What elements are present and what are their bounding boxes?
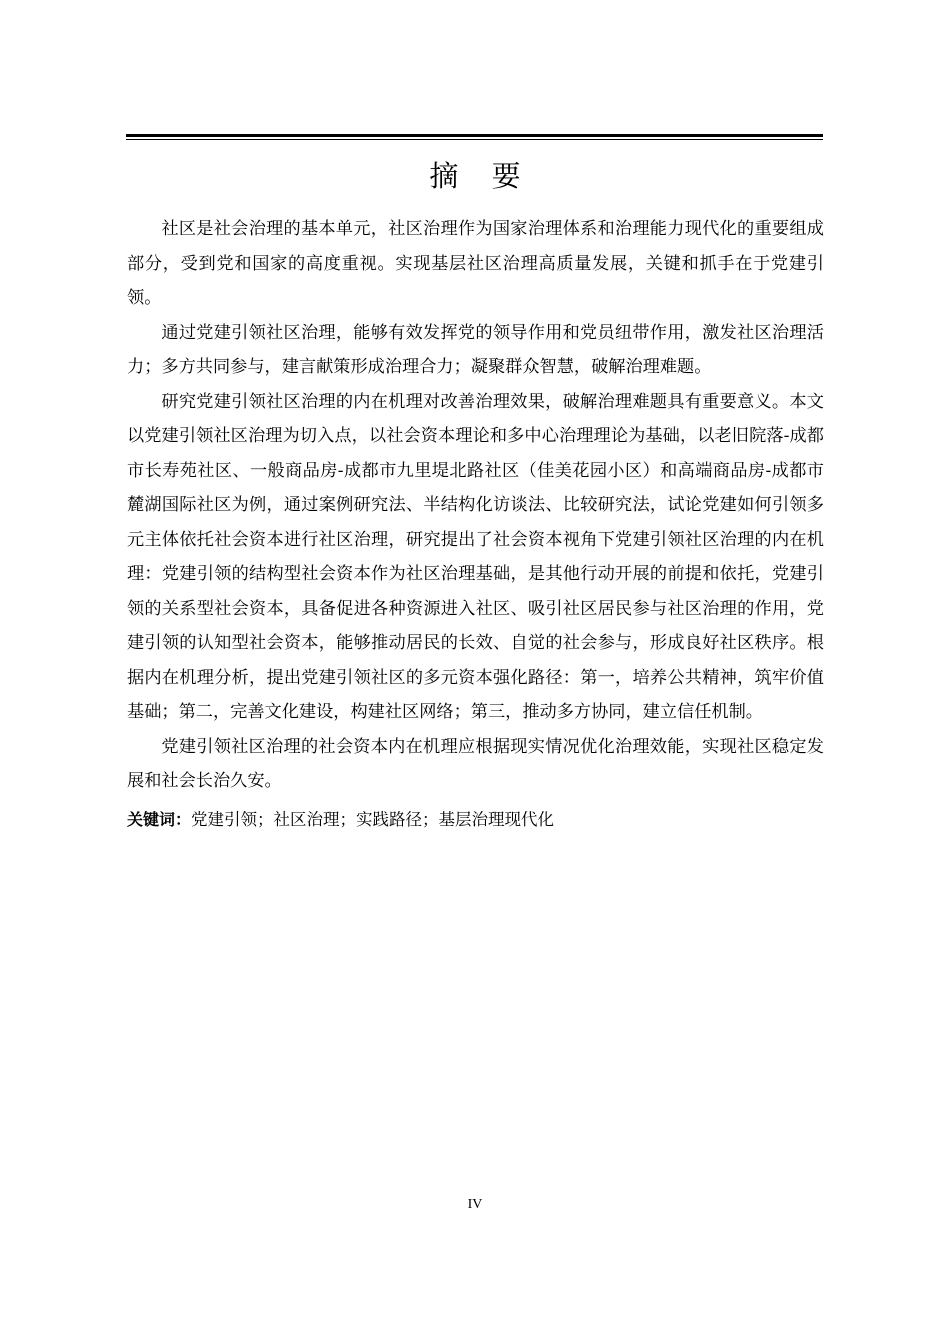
abstract-paragraph-3: 研究党建引领社区治理的内在机理对改善治理效果，破解治理难题具有重要意义。本文以党建引领社区治理为切入点，以社会资本理论和多中心治理理论为基础，以老旧院落-成都市长寿苑社区、一般商品房-成都市九里堤北路社区（佳美花园小区）和高端商品房-成都市麓湖国际社区为例，通过案例研究法、半结构化访谈法、比较研究法，试论党建如何引领多元主体依托社会资本进行社区治理，研究提出了社会资本视角下党建引领社区治理的内在机理：党建引领的结构型社会资本作为社区治理基础，是其他行动开展的前提和依托，党建引领的关系型社会资本，具备促进各种资源进入社区、吸引社区居民参与社区治理的作用，党建引领的认知型社会资本，能够推动居民的长效、自觉的社会参与，形成良好社区秩序。根据内在机理分析，提出党建引领社区的多元资本强化路径：第一，培养公共精神，筑牢价值基础；第二，完善文化建设，构建社区网络；第三，推动多方协同，建立信任机制。: [127, 391, 824, 722]
abstract-title: 摘 要: [429, 159, 533, 193]
abstract-paragraph-2: 通过党建引领社区治理，能够有效发挥党的领导作用和党员纽带作用，激发社区治理活力；多方共同参与，建言献策形成治理合力；凝聚群众智慧，破解治理难题。: [127, 322, 824, 377]
page-number: IV: [467, 1197, 483, 1212]
keywords-list: 党建引领；社区治理；实践路径；基层治理现代化: [191, 809, 555, 829]
abstract-body: [127, 212, 824, 837]
keywords-line: [127, 803, 824, 838]
abstract-paragraph-4: 党建引领社区治理的社会资本内在机理应根据现实情况优化治理效能，实现社区稳定发展和社会长治久安。: [127, 736, 824, 791]
header-rule-thin: [126, 139, 823, 140]
abstract-paragraph-1: 社区是社会治理的基本单元，社区治理作为国家治理体系和治理能力现代化的重要组成部分，受到党和国家的高度重视。实现基层社区治理高质量发展，关键和抓手在于党建引领。: [127, 219, 824, 308]
header-rule-thick: [126, 134, 823, 137]
keywords-label: 关键词：: [127, 809, 192, 829]
